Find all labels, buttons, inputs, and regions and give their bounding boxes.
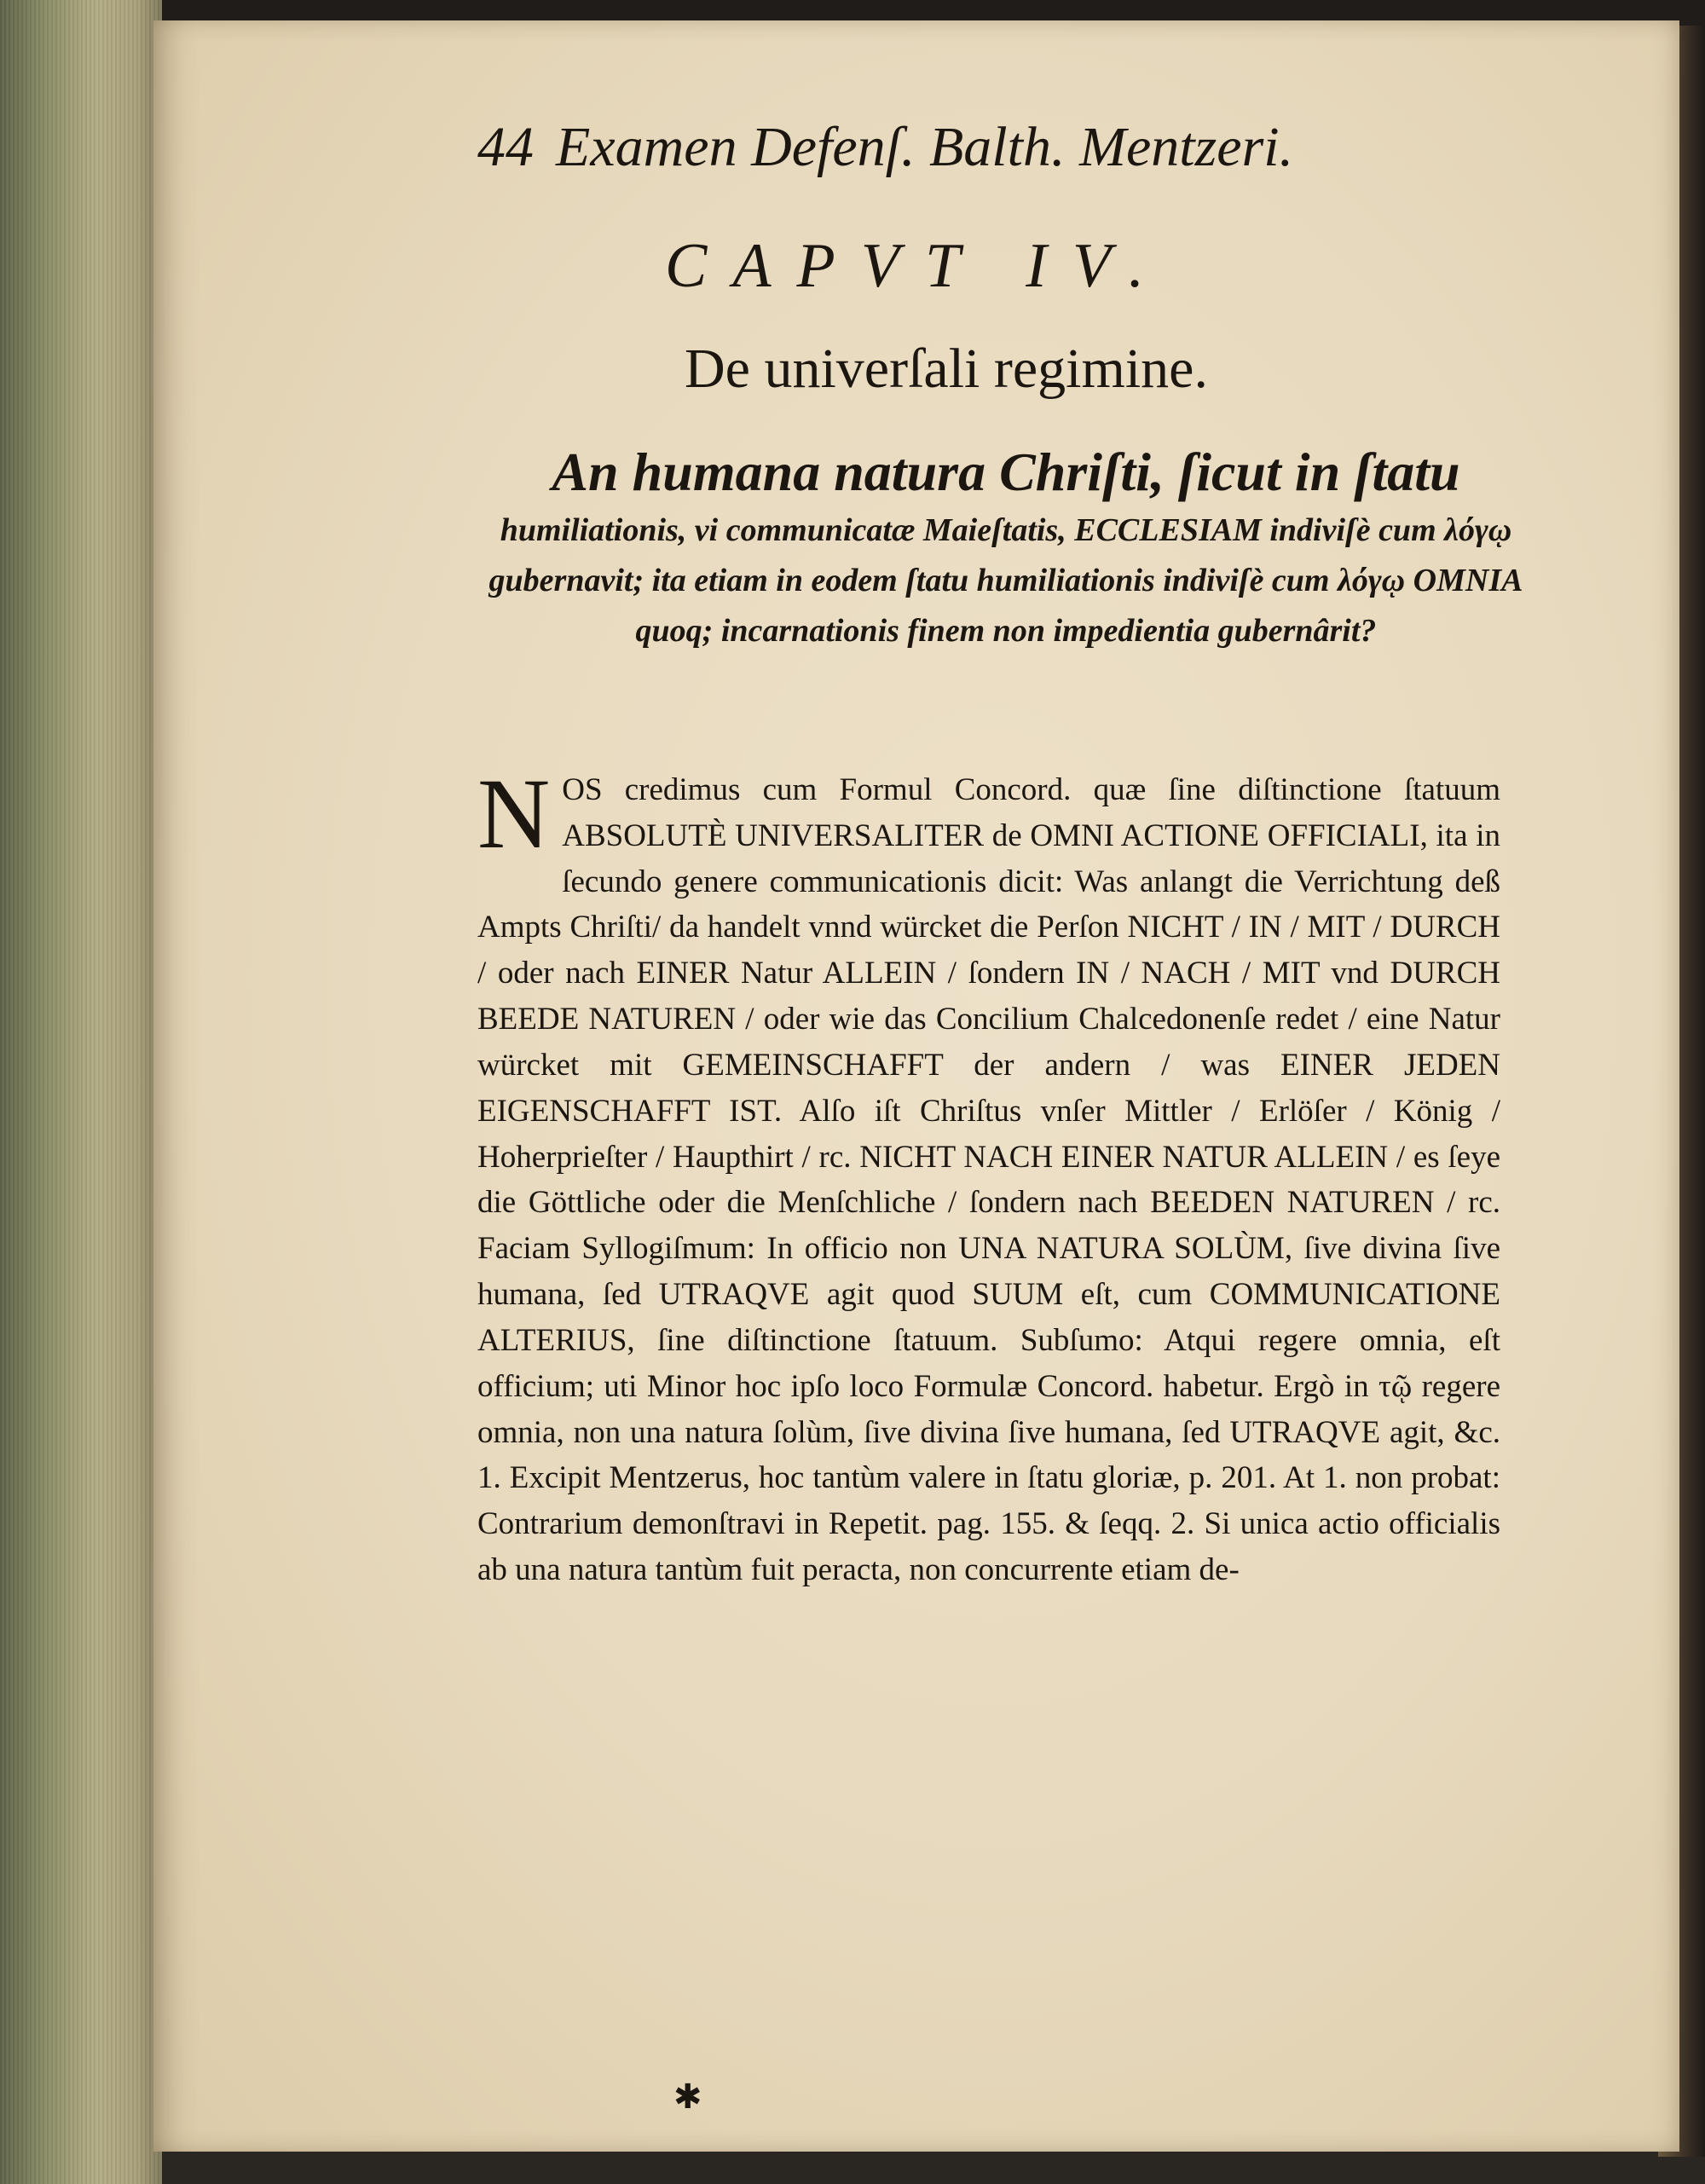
- question-lead: An humana natura Chriſti, ſicut in ſtatu: [552, 442, 1460, 502]
- chapter-subtitle: De univerſali regimine.: [685, 338, 1208, 400]
- running-head: [477, 116, 1483, 178]
- question-heading: [477, 443, 1534, 656]
- book-page-edges: [0, 0, 162, 2184]
- body-paragraph: [477, 758, 1500, 1593]
- drop-cap: N: [477, 758, 551, 870]
- question-rest: humiliationis, vi communicatæ Maieſtatis, ECCLESIAM indiviſè cum λόγῳ gubernavit; ita etiam in eodem ſtatu humiliationis indiviſè cum λόγῳ OMNIA quoq; incarnationis finem non impedientia gubernârit?: [488, 512, 1523, 649]
- page-number: 44: [477, 116, 534, 178]
- running-head-title: Examen Defenſ. Balth. Mentzeri.: [556, 116, 1294, 178]
- body-text: OS credimus cum Formul Concord. quæ ſine diſtinctione ſtatuum ABSOLUTÈ UNIVERSALITER de OMNI ACTIONE OFFICIALI, ita in ſecundo genere communicationis dicit: Was anlangt die Verrichtung deß Ampts Chriſti/ da handelt vnnd würcket die Perſon NICHT / IN / MIT / DURCH / oder nach EINER Natur ALLEIN / ſondern IN / NACH / MIT vnd DURCH BEEDE NATUREN / oder wie das Concilium Chalcedonenſe redet / eine Natur würcket mit GEMEINSCHAFFT der andern / was EINER JEDEN EIGENSCHAFFT IST. Alſo iſt Chriſtus vnſer Mittler / Erlöſer / König / Hoherprieſter / Haupthirt / rc. NICHT NACH EINER NATUR ALLEIN / es ſeye die Göttliche oder die Menſchliche / ſondern nach BEEDEN NATUREN / rc. Faciam Syllogiſmum: In officio non UNA NATURA SOLÙM, ſive divina ſive humana, ſed UTRAQVE agit quod SUUM eſt, cum COMMUNICATIONE ALTERIUS, ſine diſtinctione ſtatuum. Subſumo: Atqui regere omnia, eſt officium; uti Minor hoc ipſo loco Formulæ Concord. habetur. Ergò in τῷ regere omnia, non una natura ſolùm, ſive divina ſive humana, ſed UTRAQVE agit, &c. 1. Excipit Mentzerus, hoc tantùm valere in ſtatu gloriæ, p. 201. At 1. non probat: Contrarium demonſtravi in Repetit. pag. 155. & ſeqq. 2. Si unica actio officialis ab una natura tantùm fuit peracta, non concurrente etiam de-: [477, 772, 1500, 1588]
- chapter-title: CAPVT IV.: [665, 231, 1170, 301]
- signature-mark: ✱: [673, 2077, 702, 2116]
